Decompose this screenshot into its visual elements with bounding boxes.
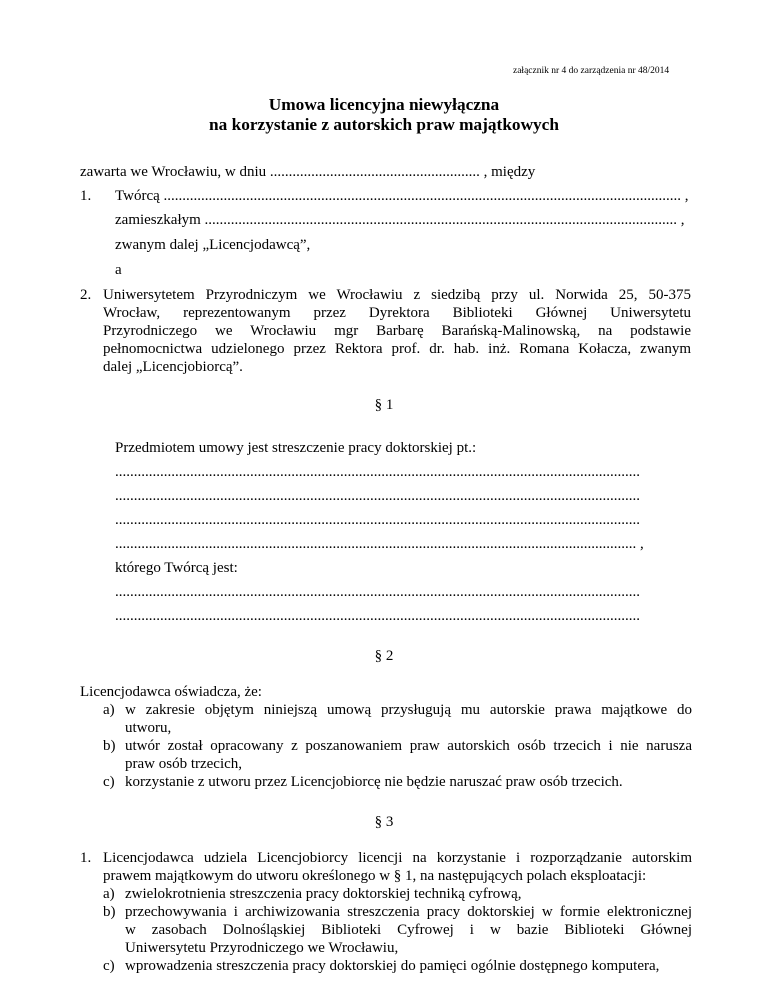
list-item-text: wprowadzenia streszczenia pracy doktorskiej do pamięci ogólnie dostępnego komputera,: [125, 958, 660, 974]
licensor-designation: zwanym dalej „Licencjodawcą”,: [115, 237, 311, 253]
party-2-line: Przyrodniczego we Wrocławiu mgr Barbarę Barańską-Malinowską, na podstawie: [103, 323, 691, 339]
section-2-heading: § 2: [374, 648, 394, 664]
license-grant-line: Licencjodawca udziela Licencjobiorcy licencji na korzystanie i rozporządzanie autorskim: [103, 850, 692, 866]
list-marker: c): [103, 958, 115, 974]
list-item-text: Uniwersytetu Przyrodniczego we Wrocławiu,: [125, 940, 399, 956]
section-1-heading: § 1: [374, 397, 394, 413]
residence-field[interactable]: zamieszkałym .............................................................................................................................. ,: [115, 212, 685, 228]
annex-note: załącznik nr 4 do zarządzenia nr 48/2014: [513, 66, 670, 76]
intro-prefix: zawarta we Wrocławiu, w dniu: [80, 164, 267, 180]
document-title-line-1: Umowa licencyjna niewyłączna: [268, 95, 500, 114]
thesis-creator-field[interactable]: ............................................................................................................................................: [115, 608, 640, 624]
list-marker: b): [103, 738, 116, 754]
party-1-number: 1.: [80, 188, 92, 204]
clause-number: 1.: [80, 850, 92, 866]
list-item-text: zwielokrotnienia streszczenia pracy doktorskiej techniką cyfrową,: [125, 886, 522, 902]
list-marker: a): [103, 886, 115, 902]
thesis-title-field[interactable]: ........................................................................................................................................... ,: [115, 536, 644, 552]
thesis-creator-field[interactable]: ............................................................................................................................................: [115, 584, 640, 600]
list-item-text: praw osób trzecich,: [125, 756, 243, 772]
list-item-text: utworu,: [125, 720, 172, 736]
intro-suffix: , między: [483, 164, 536, 180]
list-item-text: w zasobach Dolnośląskiej Biblioteki Cyfrowej i w bazie Biblioteki Głównej: [125, 922, 692, 938]
list-marker: a): [103, 702, 115, 718]
licensor-statement: Licencjodawca oświadcza, że:: [80, 684, 262, 700]
list-item-text: w zakresie objętym niniejszą umową przysługują mu autorskie prawa majątkowe do: [125, 702, 692, 718]
creator-label: którego Twórcą jest:: [115, 560, 238, 576]
party-2-line: Wrocław, reprezentowanym przez Dyrektora Biblioteki Głównej Uniwersytetu: [103, 305, 691, 321]
party-2-line: dalej „Licencjobiorcą”.: [103, 359, 243, 375]
thesis-title-field[interactable]: ............................................................................................................................................: [115, 512, 640, 528]
subject-statement: Przedmiotem umowy jest streszczenie pracy doktorskiej pt.:: [115, 440, 477, 456]
thesis-title-field[interactable]: ............................................................................................................................................: [115, 488, 640, 504]
list-marker: b): [103, 904, 116, 920]
list-item-text: utwór został opracowany z poszanowaniem praw autorskich osób trzecich i nie narusza: [125, 738, 692, 754]
creator-name-field[interactable]: Twórcą .......................................................................................................................................... ,: [115, 188, 689, 204]
list-marker: c): [103, 774, 115, 790]
date-field[interactable]: ........................................................: [269, 164, 480, 180]
thesis-title-field[interactable]: ............................................................................................................................................: [115, 464, 640, 480]
list-item-text: korzystanie z utworu przez Licencjobiorcę nie będzie naruszać praw osób trzecich.: [125, 774, 623, 790]
document-title-line-2: na korzystanie z autorskich praw majątkowych: [209, 115, 559, 134]
conjunction: a: [115, 262, 122, 278]
party-2-number: 2.: [80, 287, 92, 303]
party-2-line: Uniwersytetem Przyrodniczym we Wrocławiu z siedzibą przy ul. Norwida 25, 50-375: [103, 287, 691, 303]
license-grant-line: prawem majątkowym do utworu określonego w § 1, na następujących polach eksploatacji:: [103, 868, 647, 884]
party-2-line: pełnomocnictwa udzielonego przez Rektora prof. dr. hab. inż. Romana Kołacza, zwanym: [103, 341, 691, 357]
section-3-heading: § 3: [374, 814, 394, 830]
list-item-text: przechowywania i archiwizowania streszczenia pracy doktorskiej w formie elektronicznej: [125, 904, 692, 920]
intro-line: [80, 164, 535, 181]
